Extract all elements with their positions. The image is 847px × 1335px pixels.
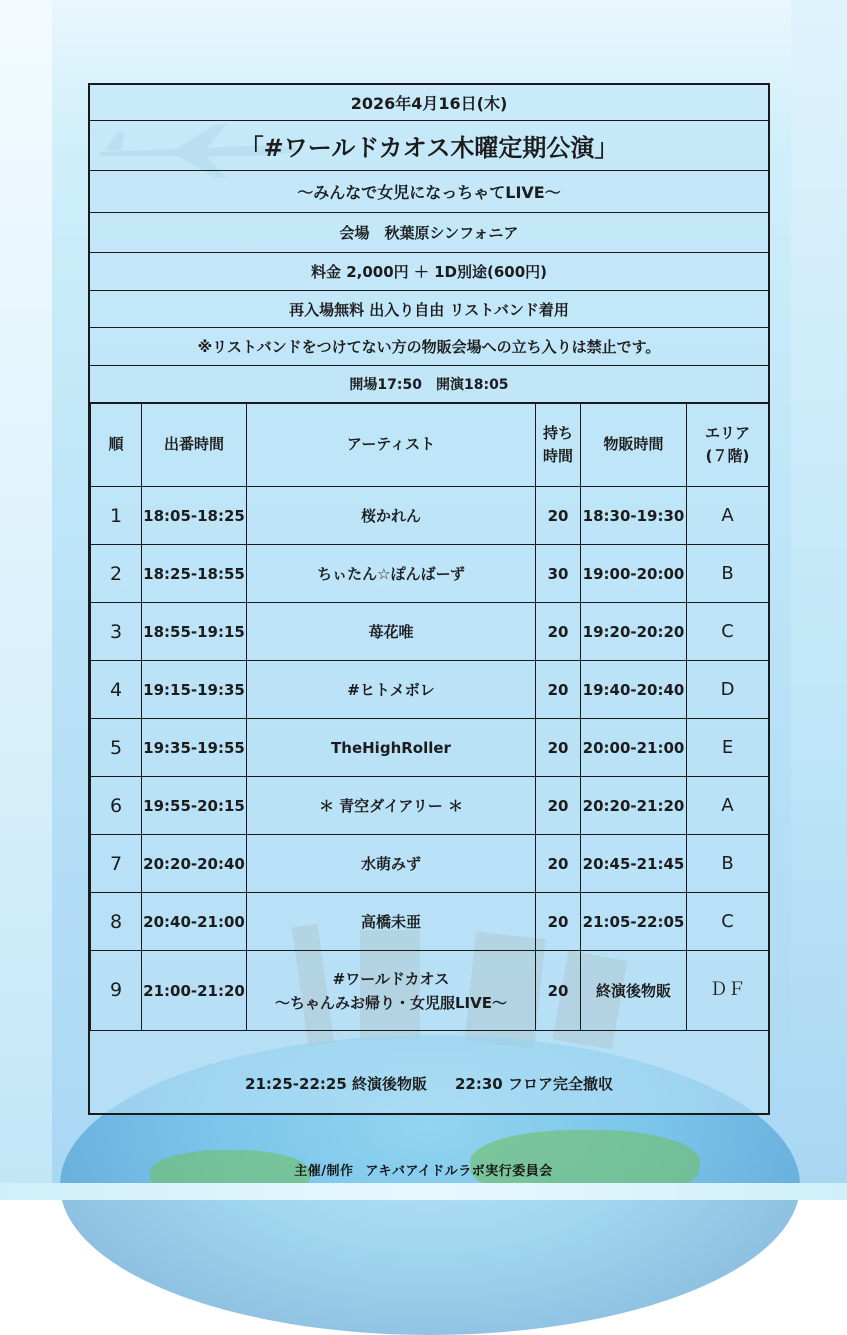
event-title: 「#ワールドカオス木曜定期公演」 xyxy=(90,121,768,171)
row-artist: #ヒトメボレ xyxy=(247,661,536,719)
row-artist: ＊ 青空ダイアリー ＊ xyxy=(247,777,536,835)
row-slot-time: 19:55-20:15 xyxy=(142,777,247,835)
table-header-row xyxy=(91,403,769,487)
row-artist: TheHighRoller xyxy=(247,719,536,777)
table-row xyxy=(91,835,769,893)
row-slot-time: 21:00-21:20 xyxy=(142,951,247,1031)
row-artist-line2: 〜ちゃんみお帰り・女児服LIVE〜 xyxy=(275,993,507,1012)
row-area: A xyxy=(687,777,769,835)
row-duration: 20 xyxy=(536,835,581,893)
row-artist: ちぃたん☆ぽんばーず xyxy=(247,545,536,603)
open-start-times: 開場17:50 開演18:05 xyxy=(349,377,509,393)
row-order: 7 xyxy=(91,835,142,893)
header-artist: アーティスト xyxy=(247,403,536,487)
table-row xyxy=(91,951,769,1031)
row-duration: 20 xyxy=(536,951,581,1031)
row-area: E xyxy=(687,719,769,777)
row-merch-time: 19:00-20:00 xyxy=(581,545,687,603)
wristband-notice: ※リストバンドをつけてない方の物販会場への立ち入りは禁止です。 xyxy=(90,328,768,366)
row-order: 3 xyxy=(91,603,142,661)
row-merch-time: 21:05-22:05 xyxy=(581,893,687,951)
table-row xyxy=(91,661,769,719)
closing-schedule xyxy=(90,1053,768,1113)
row-area: B xyxy=(687,835,769,893)
table-row xyxy=(91,487,769,545)
organizer-credit xyxy=(0,1157,847,1181)
header-area xyxy=(687,403,769,487)
row-duration: 30 xyxy=(536,545,581,603)
row-artist-line1: #ワールドカオス xyxy=(332,969,450,988)
organizer-label: 主催/制作 xyxy=(294,1163,354,1179)
row-duration: 20 xyxy=(536,603,581,661)
row-artist: 桜かれん xyxy=(247,487,536,545)
row-area: C xyxy=(687,603,769,661)
row-slot-time: 20:40-21:00 xyxy=(142,893,247,951)
row-area: B xyxy=(687,545,769,603)
row-merch-time: 終演後物販 xyxy=(581,951,687,1031)
row-area: A xyxy=(687,487,769,545)
after-show-merch: 21:25-22:25 終演後物販 xyxy=(245,1074,427,1093)
row-artist: 苺花唯 xyxy=(247,603,536,661)
background-left-strip xyxy=(0,0,52,1200)
table-row xyxy=(91,893,769,951)
header-duration-line2: 時間 xyxy=(542,447,573,465)
header-duration xyxy=(536,403,581,487)
organizer-name: アキバアイドルラボ実行委員会 xyxy=(365,1163,553,1179)
row-order: 9 xyxy=(91,951,142,1031)
row-artist xyxy=(247,951,536,1031)
row-slot-time: 18:25-18:55 xyxy=(142,545,247,603)
row-area: C xyxy=(687,893,769,951)
row-order: 2 xyxy=(91,545,142,603)
row-merch-time: 19:20-20:20 xyxy=(581,603,687,661)
event-date: 2026年4月16日(木) xyxy=(90,85,768,121)
row-area: ＤＦ xyxy=(687,951,769,1031)
row-order: 6 xyxy=(91,777,142,835)
schedule-frame xyxy=(88,83,770,1115)
timetable xyxy=(90,402,769,1031)
row-slot-time: 18:05-18:25 xyxy=(142,487,247,545)
row-slot-time: 19:15-19:35 xyxy=(142,661,247,719)
row-order: 1 xyxy=(91,487,142,545)
reentry-info: 再入場無料 出入り自由 リストバンド着用 xyxy=(90,291,768,328)
header-order: 順 xyxy=(91,403,142,487)
row-artist: 高橋未亜 xyxy=(247,893,536,951)
table-row xyxy=(91,719,769,777)
header-area-line2: (７階) xyxy=(705,447,750,465)
table-row xyxy=(91,545,769,603)
row-merch-time: 19:40-20:40 xyxy=(581,661,687,719)
row-merch-time: 18:30-19:30 xyxy=(581,487,687,545)
row-slot-time: 19:35-19:55 xyxy=(142,719,247,777)
row-duration: 20 xyxy=(536,719,581,777)
row-order: 4 xyxy=(91,661,142,719)
header-merch-time: 物販時間 xyxy=(581,403,687,487)
row-duration: 20 xyxy=(536,893,581,951)
header-duration-line1: 持ち xyxy=(542,423,573,442)
row-artist: 水萌みず xyxy=(247,835,536,893)
table-row xyxy=(91,603,769,661)
row-merch-time: 20:00-21:00 xyxy=(581,719,687,777)
row-duration: 20 xyxy=(536,487,581,545)
price-info: 料金 2,000円 ＋ 1D別途(600円) xyxy=(90,253,768,291)
row-slot-time: 20:20-20:40 xyxy=(142,835,247,893)
table-row xyxy=(91,777,769,835)
floor-closing: 22:30 フロア完全撤収 xyxy=(454,1074,613,1093)
header-slot-time: 出番時間 xyxy=(142,403,247,487)
row-slot-time: 18:55-19:15 xyxy=(142,603,247,661)
row-order: 8 xyxy=(91,893,142,951)
row-duration: 20 xyxy=(536,661,581,719)
event-subtitle: 〜みんなで女児になっちゃてLIVE〜 xyxy=(90,171,768,213)
row-merch-time: 20:45-21:45 xyxy=(581,835,687,893)
header-area-line1: エリア xyxy=(704,423,750,442)
row-duration: 20 xyxy=(536,777,581,835)
row-area: D xyxy=(687,661,769,719)
background-right-strip xyxy=(791,0,847,1200)
row-merch-time: 20:20-21:20 xyxy=(581,777,687,835)
venue-info: 会場 秋葉原シンフォニア xyxy=(90,213,768,253)
row-order: 5 xyxy=(91,719,142,777)
bottom-strip xyxy=(0,1183,847,1200)
